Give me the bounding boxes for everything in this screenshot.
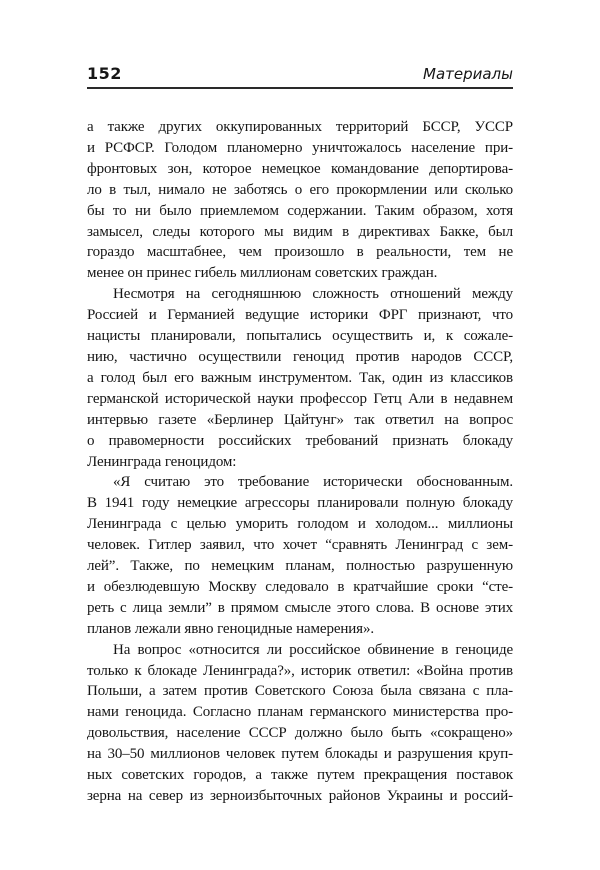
page-header: [87, 64, 513, 89]
text-line: нацисты планировали, попытались осуществить и, к сожале-: [87, 328, 513, 345]
text-line: человек. Гитлер заявил, что хочет “сравнять Ленинград с зем-: [87, 537, 513, 554]
text-line: и обезлюдевшую Москву следовало в кратчайшие сроки “сте-: [87, 578, 513, 595]
text-line: менее он принес гибель миллионам советских граждан.: [87, 265, 438, 282]
text-line: Ленинграда геноцидом:: [87, 453, 237, 470]
text-line: Россией и Германией ведущие историки ФРГ признают, что: [87, 307, 513, 324]
text-line: На вопрос «относится ли российское обвинение в геноциде: [113, 641, 513, 658]
text-line: нию, частично осуществили геноцид против народов СССР,: [87, 348, 513, 365]
text-line: а также других оккупированных территорий БССР, УССР: [87, 119, 513, 135]
text-line: гораздо масштабнее, чем произошло в реальности, тем не: [87, 244, 513, 261]
running-title: Материалы: [423, 65, 513, 83]
text-line: о правомерности российских требований признать блокаду: [87, 432, 513, 449]
text-line: «Я считаю это требование исторически обоснованным.: [113, 474, 513, 491]
text-line: интервью газете «Берлинер Цайтунг» так ответил на вопрос: [87, 411, 513, 428]
text-line: лей”. Также, по немецким планам, полностью разрушенную: [87, 558, 513, 575]
text-line: В 1941 году немецкие агрессоры планировали полную блокаду: [87, 495, 513, 512]
text-line: ло в тыл, нимало не заботясь о его прокормлении или сколько: [87, 181, 513, 198]
text-line: а голод был его важным инструментом. Так, один из классиков: [87, 369, 513, 386]
page-body-text: [87, 117, 513, 807]
text-line: ных советских городов, а также путем прекращения поставок: [87, 767, 513, 784]
text-line: нами геноцида. Согласно планам германского министерства про-: [87, 704, 513, 721]
text-line: и РСФСР. Голодом планомерно уничтожалось население при-: [87, 139, 513, 156]
text-line: планов лежали явно геноцидные намерения».: [87, 620, 374, 637]
text-line: германской исторической науки профессор Гетц Али в недавнем: [87, 390, 513, 407]
text-line: на 30–50 миллионов человек путем блокады и разрушения круп-: [87, 746, 513, 763]
text-line: Несмотря на сегодняшнюю сложность отношений между: [113, 286, 513, 303]
text-line: только к блокаде Ленинграда?», историк ответил: «Война против: [87, 662, 513, 679]
text-line: Польши, а затем против Советского Союза была связана с пла-: [87, 683, 513, 700]
page-number: 152: [87, 64, 122, 83]
text-line: довольствия, население СССР должно было быть «сокращено»: [87, 725, 513, 742]
text-line: замысел, следы которого мы видим в директивах Бакке, был: [87, 223, 513, 240]
text-line: фронтовых зон, которое немецкое командование депортирова-: [87, 160, 513, 177]
text-line: реть с лица земли” в прямом смысле этого слова. В основе этих: [87, 599, 513, 616]
text-line: Ленинграда с целью уморить голодом и холодом... миллионы: [87, 516, 513, 533]
text-line: бы то ни было приемлемом содержании. Таким образом, хотя: [87, 202, 513, 219]
page-content: [87, 64, 513, 807]
text-line: зерна на север из зерноизбыточных районов Украины и россий-: [87, 788, 513, 804]
